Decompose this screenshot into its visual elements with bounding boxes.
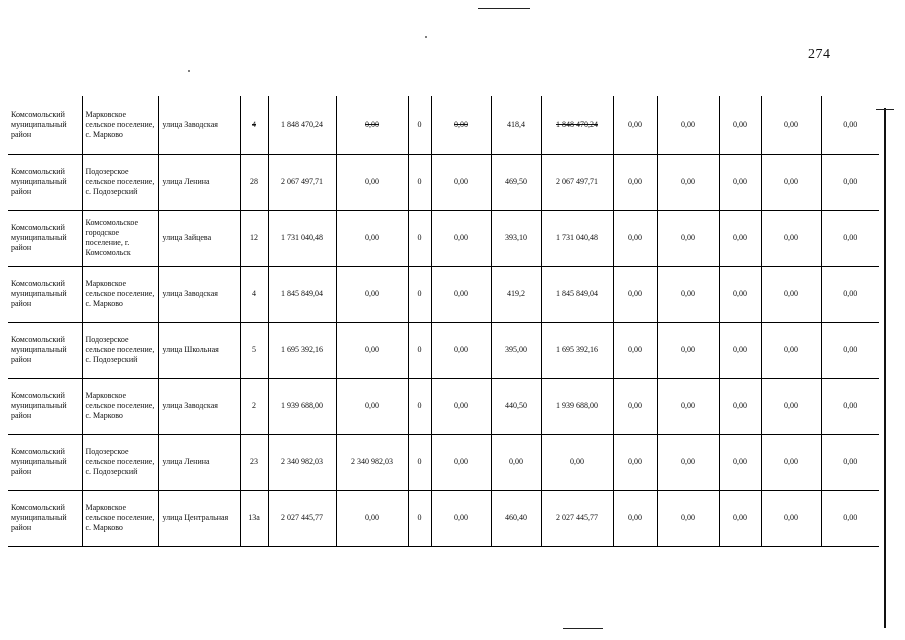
page-number: 274 [808, 47, 831, 62]
cell-district: Комсомольский муниципальный район [8, 266, 82, 322]
cell-district: Комсомольский муниципальный район [8, 210, 82, 266]
cell-settlement: Марковское сельское поселение, с. Марково [82, 378, 158, 434]
cell-district: Комсомольский муниципальный район [8, 154, 82, 210]
cell-house-number: 5 [240, 322, 268, 378]
cell-settlement: Подозерское сельское поселение, с. Подозерский [82, 322, 158, 378]
cell-settlement: Комсомольское городское поселение, г. Комсомольск [82, 210, 158, 266]
cell-total-cost: 1 848 470,24 [268, 96, 336, 154]
cell-area: 393,10 [491, 210, 541, 266]
cell-municipal-budget: 0,00 [431, 96, 491, 154]
cell-owners-funds: 1 939 688,00 [541, 378, 613, 434]
cell-value-2: 0,00 [657, 154, 719, 210]
cell-value-2: 0,00 [657, 96, 719, 154]
cell-street: улица Заводская [158, 266, 240, 322]
cell-value-5: 0,00 [821, 434, 879, 490]
cell-fund-amount: 0,00 [336, 266, 408, 322]
cell-settlement: Марковское сельское поселение, с. Марково [82, 490, 158, 546]
cell-value-1: 0,00 [613, 266, 657, 322]
cell-street: улица Школьная [158, 322, 240, 378]
cell-street: улица Заводская [158, 96, 240, 154]
cell-area: 395,00 [491, 322, 541, 378]
cell-owners-funds: 2 027 445,77 [541, 490, 613, 546]
cell-value-5: 0,00 [821, 266, 879, 322]
table-row [8, 266, 879, 322]
cell-district: Комсомольский муниципальный район [8, 322, 82, 378]
cell-value-4: 0,00 [761, 434, 821, 490]
cell-house-number: 13а [240, 490, 268, 546]
cell-house-number: 4 [240, 96, 268, 154]
cell-settlement: Подозерское сельское поселение, с. Подозерский [82, 434, 158, 490]
scan-line-top [478, 8, 530, 9]
scan-edge-right [884, 108, 886, 628]
cell-street: улица Зайцева [158, 210, 240, 266]
cell-area: 0,00 [491, 434, 541, 490]
cell-value-4: 0,00 [761, 96, 821, 154]
cell-value-4: 0,00 [761, 210, 821, 266]
cell-value-5: 0,00 [821, 378, 879, 434]
cell-value-2: 0,00 [657, 378, 719, 434]
cell-municipal-budget: 0,00 [431, 490, 491, 546]
cell-area: 440,50 [491, 378, 541, 434]
cell-value-3: 0,00 [719, 96, 761, 154]
cell-fund-amount: 0,00 [336, 490, 408, 546]
table-row [8, 322, 879, 378]
cell-municipal-budget: 0,00 [431, 322, 491, 378]
cell-municipal-budget: 0,00 [431, 154, 491, 210]
cell-value-1: 0,00 [613, 96, 657, 154]
cell-house-number: 23 [240, 434, 268, 490]
cell-street: улица Ленина [158, 154, 240, 210]
cell-municipal-budget: 0,00 [431, 266, 491, 322]
table-row [8, 378, 879, 434]
cell-value-4: 0,00 [761, 378, 821, 434]
housing-registry-table [8, 96, 879, 547]
cell-district: Комсомольский муниципальный район [8, 490, 82, 546]
cell-fund-amount: 0,00 [336, 96, 408, 154]
scan-dot [188, 70, 190, 72]
cell-value-2: 0,00 [657, 434, 719, 490]
cell-total-cost: 1 731 040,48 [268, 210, 336, 266]
cell-owners-funds: 2 067 497,71 [541, 154, 613, 210]
cell-street: улица Ленина [158, 434, 240, 490]
cell-value-1: 0,00 [613, 154, 657, 210]
cell-value-3: 0,00 [719, 210, 761, 266]
cell-house-number: 28 [240, 154, 268, 210]
cell-value-4: 0,00 [761, 266, 821, 322]
table-row [8, 96, 879, 154]
cell-regional-budget: 0 [408, 154, 431, 210]
cell-area: 419,2 [491, 266, 541, 322]
scan-dot [425, 36, 427, 38]
cell-value-1: 0,00 [613, 434, 657, 490]
cell-value-2: 0,00 [657, 266, 719, 322]
cell-value-4: 0,00 [761, 154, 821, 210]
cell-regional-budget: 0 [408, 434, 431, 490]
cell-value-5: 0,00 [821, 154, 879, 210]
cell-municipal-budget: 0,00 [431, 210, 491, 266]
cell-street: улица Заводская [158, 378, 240, 434]
cell-value-4: 0,00 [761, 322, 821, 378]
cell-settlement: Подозерское сельское поселение, с. Подозерский [82, 154, 158, 210]
cell-area: 460,40 [491, 490, 541, 546]
table-row [8, 210, 879, 266]
cell-value-3: 0,00 [719, 378, 761, 434]
cell-area: 418,4 [491, 96, 541, 154]
cell-value-5: 0,00 [821, 490, 879, 546]
cell-municipal-budget: 0,00 [431, 434, 491, 490]
cell-total-cost: 1 845 849,04 [268, 266, 336, 322]
table-row [8, 434, 879, 490]
cell-regional-budget: 0 [408, 210, 431, 266]
cell-value-3: 0,00 [719, 490, 761, 546]
scan-line-bottom [563, 628, 603, 629]
cell-total-cost: 2 340 982,03 [268, 434, 336, 490]
cell-value-4: 0,00 [761, 490, 821, 546]
cell-value-2: 0,00 [657, 210, 719, 266]
cell-value-3: 0,00 [719, 154, 761, 210]
cell-total-cost: 1 939 688,00 [268, 378, 336, 434]
cell-fund-amount: 0,00 [336, 210, 408, 266]
cell-value-1: 0,00 [613, 322, 657, 378]
cell-total-cost: 2 027 445,77 [268, 490, 336, 546]
cell-owners-funds: 1 848 470,24 [541, 96, 613, 154]
cell-value-3: 0,00 [719, 434, 761, 490]
cell-area: 469,50 [491, 154, 541, 210]
cell-value-3: 0,00 [719, 322, 761, 378]
cell-fund-amount: 0,00 [336, 154, 408, 210]
cell-street: улица Центральная [158, 490, 240, 546]
cell-owners-funds: 0,00 [541, 434, 613, 490]
cell-regional-budget: 0 [408, 322, 431, 378]
cell-settlement: Марковское сельское поселение, с. Марково [82, 96, 158, 154]
cell-value-1: 0,00 [613, 378, 657, 434]
cell-fund-amount: 0,00 [336, 378, 408, 434]
cell-district: Комсомольский муниципальный район [8, 434, 82, 490]
cell-regional-budget: 0 [408, 96, 431, 154]
cell-regional-budget: 0 [408, 490, 431, 546]
cell-fund-amount: 2 340 982,03 [336, 434, 408, 490]
cell-value-5: 0,00 [821, 96, 879, 154]
cell-value-2: 0,00 [657, 490, 719, 546]
cell-house-number: 12 [240, 210, 268, 266]
cell-value-3: 0,00 [719, 266, 761, 322]
cell-total-cost: 1 695 392,16 [268, 322, 336, 378]
cell-value-1: 0,00 [613, 490, 657, 546]
cell-district: Комсомольский муниципальный район [8, 378, 82, 434]
cell-regional-budget: 0 [408, 378, 431, 434]
cell-total-cost: 2 067 497,71 [268, 154, 336, 210]
cell-value-5: 0,00 [821, 210, 879, 266]
cell-owners-funds: 1 695 392,16 [541, 322, 613, 378]
cell-value-5: 0,00 [821, 322, 879, 378]
cell-house-number: 2 [240, 378, 268, 434]
table-row [8, 490, 879, 546]
cell-owners-funds: 1 845 849,04 [541, 266, 613, 322]
cell-regional-budget: 0 [408, 266, 431, 322]
table-row [8, 154, 879, 210]
cell-district: Комсомольский муниципальный район [8, 96, 82, 154]
cell-municipal-budget: 0,00 [431, 378, 491, 434]
cell-fund-amount: 0,00 [336, 322, 408, 378]
cell-value-1: 0,00 [613, 210, 657, 266]
cell-settlement: Марковское сельское поселение, с. Марково [82, 266, 158, 322]
cell-owners-funds: 1 731 040,48 [541, 210, 613, 266]
cell-house-number: 4 [240, 266, 268, 322]
cell-value-2: 0,00 [657, 322, 719, 378]
